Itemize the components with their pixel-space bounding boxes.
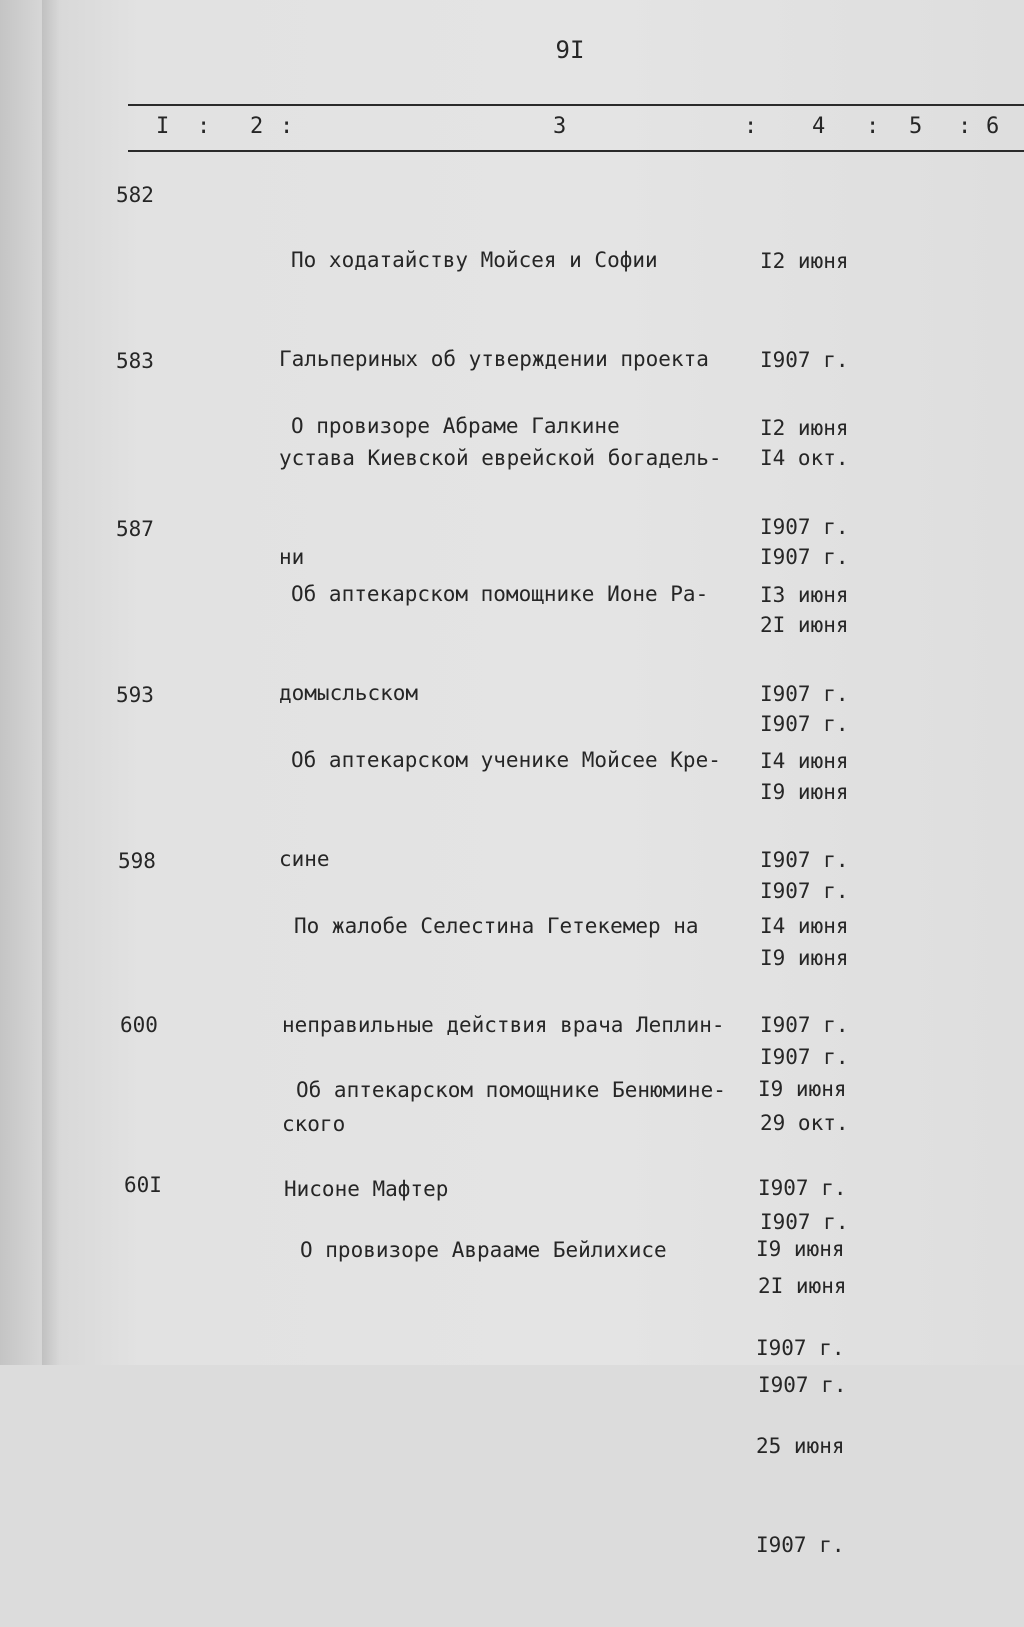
header-sep-3: : xyxy=(744,114,758,139)
entry-title-line: ни xyxy=(279,545,305,569)
entry-year-start: I907 г. xyxy=(760,681,849,706)
entry-title-line: По жалобе Селестина Гетекемер на xyxy=(294,914,699,938)
entry-number: 60I xyxy=(124,1173,162,1197)
header-sep-5: : xyxy=(958,114,972,139)
entry-year-end: I907 г. xyxy=(758,1372,847,1397)
entry-date-end: 2I июня xyxy=(760,613,849,638)
entry-number: 593 xyxy=(116,683,154,707)
entry-year-end: I907 г. xyxy=(760,878,849,903)
entry-year-start: I907 г. xyxy=(760,1012,849,1037)
entry-title-line: домысльском xyxy=(279,681,419,705)
entry-date-end: I9 июня xyxy=(760,946,849,971)
header-top-rule xyxy=(128,104,1024,106)
entry-year-end: I907 г. xyxy=(760,711,849,736)
entry-year-end: I907 г. xyxy=(760,1044,849,1069)
header-col-2: 2 xyxy=(250,114,264,139)
entry-title xyxy=(291,344,620,509)
entry-number: 587 xyxy=(116,517,154,541)
entry-year-end: I907 г. xyxy=(760,544,849,569)
header-bottom-rule xyxy=(128,150,1024,152)
header-col-1: I xyxy=(156,114,170,139)
entry-title-line: ского xyxy=(282,1112,346,1136)
entry-title-line: О провизоре Аврааме Бейлихисе xyxy=(300,1238,667,1262)
entry-date-end: 29 окт. xyxy=(760,1111,849,1136)
entry-date-start: I2 июня xyxy=(760,416,849,441)
entry-title-line: Нисоне Мафтер xyxy=(284,1177,449,1201)
entry-year-start: I907 г. xyxy=(760,847,849,872)
entry-year-start: I907 г. xyxy=(760,514,849,539)
entry-date-end: I9 июня xyxy=(760,780,849,805)
entry-year-start: I907 г. xyxy=(756,1335,845,1360)
entry-dates xyxy=(756,1168,845,1627)
header-col-4: 4 xyxy=(812,114,826,139)
entry-title-line: сине xyxy=(279,847,330,871)
entry-title-line: Об аптекарском ученике Мойсее Кре- xyxy=(291,748,721,772)
entry-number: 600 xyxy=(120,1013,158,1037)
entry-year-start: I907 г. xyxy=(758,1175,847,1200)
entry-number: 598 xyxy=(118,849,156,873)
entry-date-start: I4 июня xyxy=(760,749,849,774)
header-sep-2: : xyxy=(280,114,294,139)
entry-year-start: I907 г. xyxy=(760,347,849,372)
header-col-6: 6 xyxy=(986,114,1000,139)
entry-date-start: I9 июня xyxy=(758,1077,847,1102)
page-fold-shadow xyxy=(42,0,60,1365)
page-number: 9I xyxy=(555,36,585,64)
entry-number: 583 xyxy=(116,349,154,373)
entry-title-line: Об аптекарском помощнике Бенюмине- xyxy=(296,1078,726,1102)
entry-year-end: I907 г. xyxy=(756,1532,845,1557)
entry-title-line: Гальпериных об утверждении проекта xyxy=(279,347,709,371)
entry-date-start: I3 июня xyxy=(760,583,849,608)
entry-date-start: I2 июня xyxy=(760,249,849,274)
header-col-5: 5 xyxy=(909,114,923,139)
entry-date-end: 25 июня xyxy=(756,1434,845,1459)
entry-year-end: I907 г. xyxy=(760,1209,849,1234)
header-sep-1: : xyxy=(197,114,211,139)
header-sep-4: : xyxy=(866,114,880,139)
entry-date-end: 2I июня xyxy=(758,1274,847,1299)
entry-title-line: По ходатайству Мойсея и Софии xyxy=(291,248,658,272)
entry-title-line: неправильные действия врача Леплин- xyxy=(282,1013,725,1037)
entry-title-line: устава Киевской еврейской богадель- xyxy=(279,446,722,470)
entry-title-line: О провизоре Абраме Галкине xyxy=(291,414,620,438)
entry-number: 582 xyxy=(116,183,154,207)
entry-title-line: Об аптекарском помощнике Ионе Ра- xyxy=(291,582,709,606)
entry-date-start: I9 июня xyxy=(756,1237,845,1262)
header-col-3: 3 xyxy=(553,114,567,139)
entry-date-start: I4 июня xyxy=(760,914,849,939)
entry-date-end: I4 окт. xyxy=(760,446,849,471)
entry-title xyxy=(300,1168,667,1333)
